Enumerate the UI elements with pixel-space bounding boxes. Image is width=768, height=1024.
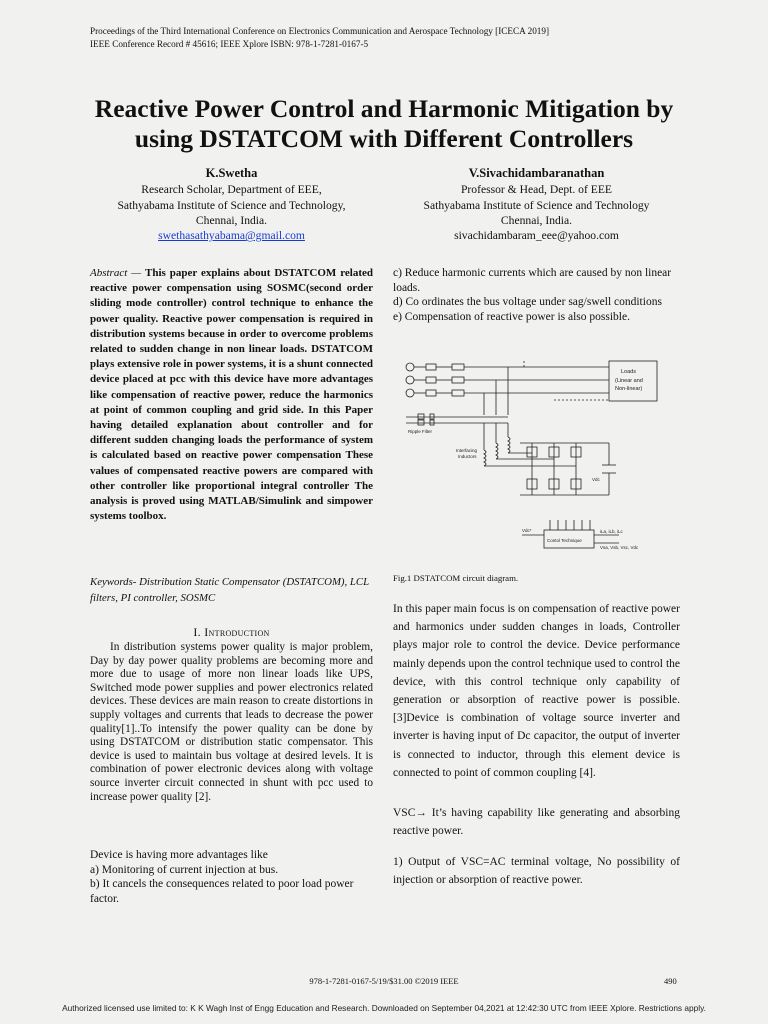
dstatcom-circuit-diagram [404,355,666,560]
body-paragraph: 1) Output of VSC=AC terminal voltage, No possibility of injection or absorption of reactive power. [393,856,680,886]
authorized-use-notice: Authorized licensed use limited to: K K Wagh Inst of Engg Education and Research. Downloaded on September 04,2021 at 12:42:30 UTC from IEEE Xplore. Restrictions apply. [62,1003,706,1013]
footer-isbn: 978-1-7281-0167-5/19/$31.00 ©2019 IEEE [309,976,459,986]
abstract [90,266,373,524]
author-email: sivachidambaram_eee@yahoo.com [454,229,619,243]
author-block-1 [90,166,373,243]
figure-caption: Fig.1 DSTATCOM circuit diagram. [393,573,519,583]
advantages-list-continued [393,266,680,325]
vdc-ref-label: Vdc* [522,528,532,533]
author-name: K.Swetha [205,166,258,180]
title-line-2: using DSTATCOM with Different Controllers [134,124,634,153]
header-line-1: Proceedings of the Third International Conference on Electronics Communication and Aerospace Technology [ICECA 2019] [90,26,550,36]
body-paragraph: VSC→ It’s having capability like generating and absorbing reactive power. [393,807,680,837]
author-email-link[interactable]: swethasathyabama@gmail.com [158,229,305,243]
list-item: a) Monitoring of current injection at bus. [90,863,279,876]
advantages-list [90,848,373,907]
list-item: e) Compensation of reactive power is also possible. [393,311,630,324]
loads-sublabel-1: (Linear and [615,378,643,384]
ripple-filter-label: Ripple Filter [408,429,433,434]
author-affiliation-2: Sathyabama Institute of Science and Technology [423,198,650,212]
intro-paragraph: In distribution systems power quality is major problem, Day by day power quality problems are becoming more and more due to usage of more non linear loads like UPS, Switched mode power supplies and power electronics related devices. These devices are main reason to create distortions in supply voltages and currents that leads to decrease the power quality[1]..To intensify the power quality can be done by using DSTATCOM or distribution static compensator. This device is used to maintain bus voltage at desired levels. It is combination of power electronic devices along with voltage source inverter circuit connected in shunt with pcc used to increase power quality [2]. [90,641,373,803]
page-number: 490 [664,976,677,986]
keywords: Keywords- Distribution Static Compensator (DSTATCOM), LCL filters, PI controller, SOSMC [90,576,369,604]
title-line-1: Reactive Power Control and Harmonic Mitigation by [94,94,674,123]
abstract-label: Abstract — [90,267,142,279]
sensed-voltages-label: Vsa, Vsb, Vsc, Vdc [600,545,639,550]
author-location: Chennai, India. [195,213,268,227]
section-heading: I. Introduction [193,625,270,639]
interfacing-label-2: Inductors [458,454,477,459]
author-name: V.Sivachidambaranathan [468,166,605,180]
body-paragraph: In this paper main focus is on compensation of reactive power and harmonics under sudden changes in loads, Controller plays major role to control the device. Device performance mainly depends upon the control technique used to control the device, with this control technique only capability of generation or absorption of reactive power is possible. [3]Device is combination of voltage source inverter and inverter is having input of Dc capacitor, the output of inverter is connected to inductor, through this element device is connected to point of common coupling [4]. [393,603,680,779]
interfacing-label-1: Interfacing [456,448,478,453]
control-technique-label: Contol Technique [547,538,582,543]
conference-header [90,25,549,51]
author-block-2 [393,166,680,243]
paper-title [0,94,768,154]
loads-label: Loads [621,369,636,375]
header-line-2: IEEE Conference Record # 45616; IEEE Xplore ISBN: 978-1-7281-0167-5 [90,39,369,49]
abstract-text: This paper explains about DSTATCOM related reactive power compensation using SOSMC(second order sliding mode controller) control technique to enhance the power quality. Reactive power compensation is required in distribution systems because in order to overcome problems related to sudden change in non linear loads. DSTATCOM plays extensive role in power systems, it is a shunt connected device placed at pcc with this device have more advantages like compensation of reactive power, reduce the harmonics at point of common coupling and grid side. In this Paper having detailed explanation about controller and for different sudden changing loads the performance of system is calculated based on reactive power compensation These values of compensated reactive powers are compared with other controller like proportional integral controller The analysis is proved using MATLAB/Simulink and simpower systems toolbox. [90,267,374,523]
author-affiliation-1: Professor & Head, Dept. of EEE [460,183,612,197]
list-item: b) It cancels the consequences related to poor load power factor. [90,878,354,906]
load-currents-label: iLa, iLb, iLc [600,529,623,534]
author-affiliation-1: Research Scholar, Department of EEE, [141,183,322,197]
loads-sublabel-2: Non-linear) [615,386,643,392]
list-item: d) Co ordinates the bus voltage under sag/swell conditions [393,296,662,309]
list-item: c) Reduce harmonic currents which are caused by non linear loads. [393,267,672,294]
vdc-label: Vdc [592,477,600,482]
advantages-lead: Device is having more advantages like [90,849,268,861]
author-location: Chennai, India. [500,213,573,227]
author-affiliation-2: Sathyabama Institute of Science and Technology, [117,198,346,212]
